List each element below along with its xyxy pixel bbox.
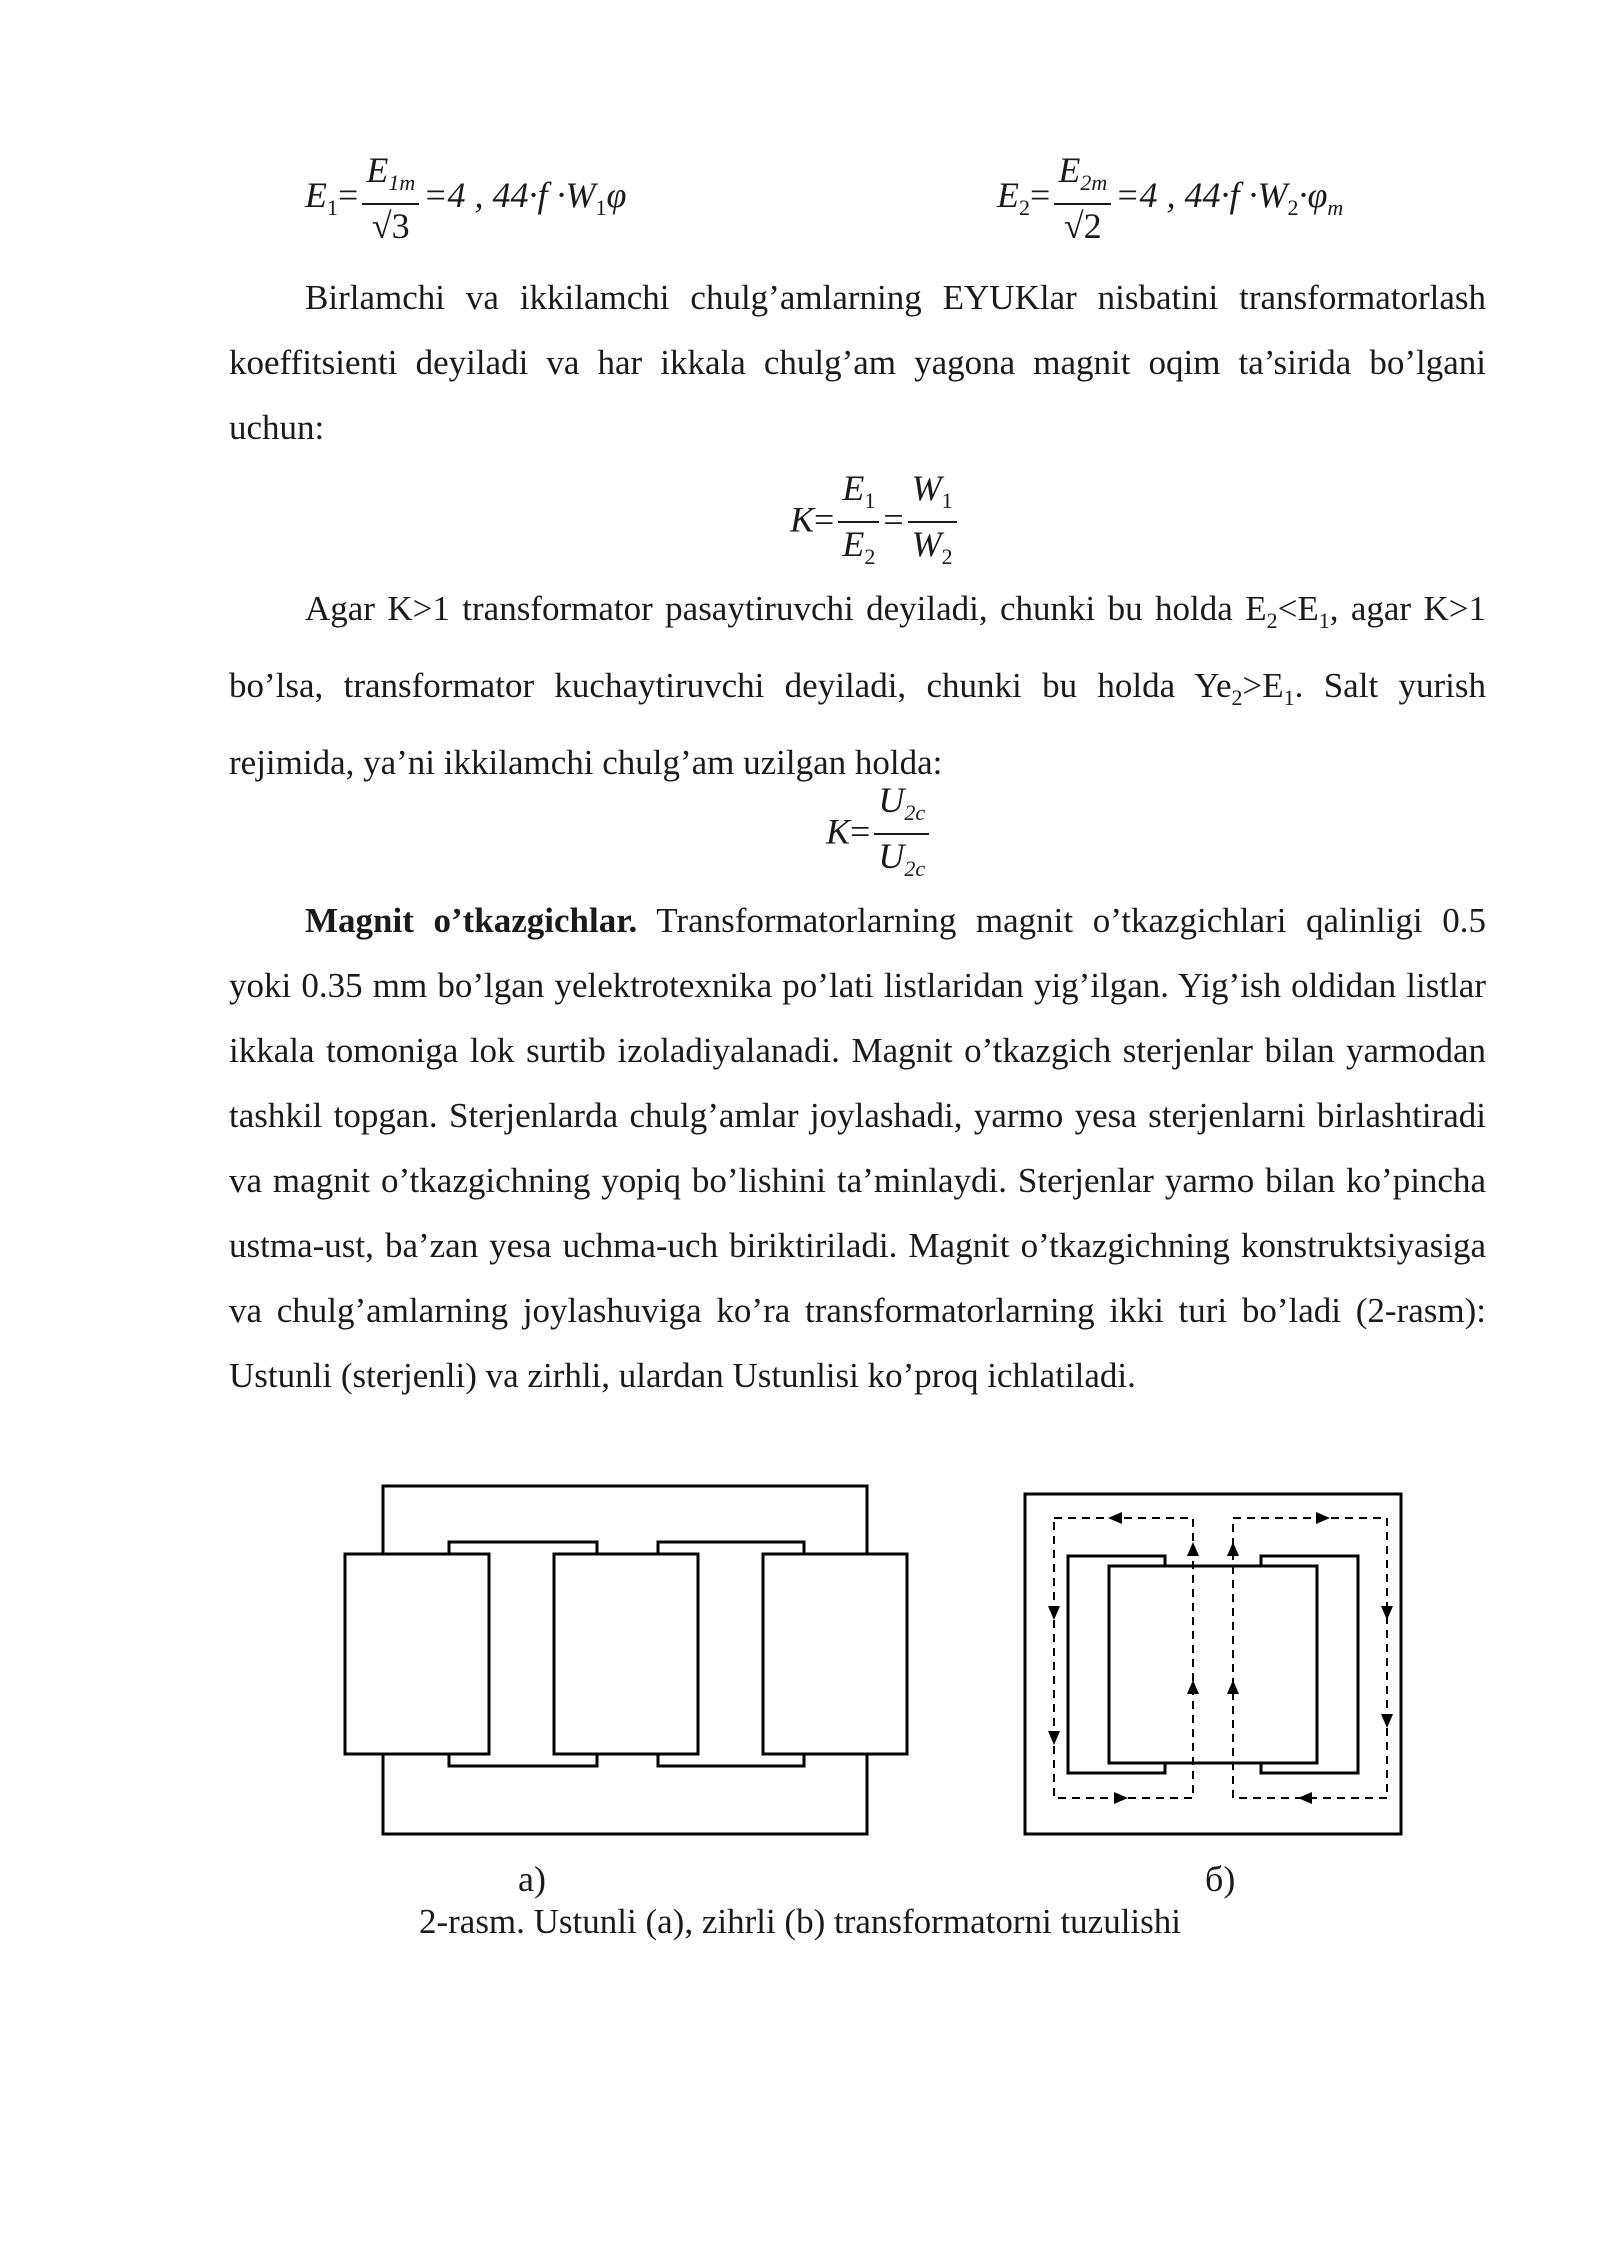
figure-caption: 2-rasm. Ustunli (a), zihrli (b) transformatorni tuzulishi (418, 1902, 1182, 1941)
eq1-rhs-end: φ (606, 174, 627, 215)
arrow-top-left (1108, 1512, 1122, 1524)
winding-right (763, 1554, 907, 1754)
eq3-lhs: K (790, 499, 815, 540)
eq4-num: U (878, 780, 905, 820)
equation-k-salt: K= $\frac{U_{2c}}{U_{2c}}$ (826, 780, 933, 890)
eq2-num-sub: 2m (1080, 170, 1108, 195)
eq1-num: E (366, 150, 389, 190)
arrow-left-down-2 (1048, 1731, 1060, 1745)
equation-e1: $E_1=$ $\frac{E_{1m}}{√3}$ =4 , $44\cdot f \cdot W_1\varphi$ (305, 150, 627, 246)
eq3-num2: W (911, 468, 942, 508)
eq2-rhs-end: ·φ (1298, 174, 1328, 215)
para2-text-2: <E (1277, 589, 1319, 628)
arrow-left-down (1048, 1606, 1060, 1620)
arrow-right-down-2 (1381, 1714, 1393, 1728)
eq1-lhs-sub: 1 (327, 194, 338, 220)
para2-sub-3: 2 (1231, 685, 1243, 710)
eq1-num-sub: 1m (388, 170, 416, 195)
equation-e2: $E_2=$ $\frac{E_{2m}}{√2}$ =4 , $44\cdot f \cdot W_2\cdot\varphi_m$ (997, 150, 1344, 246)
eq4-den: U (878, 836, 905, 876)
arrow-bottom-left (1114, 1792, 1128, 1804)
eq1-rhs: =4 , 44·f ·W (423, 174, 596, 215)
winding-middle (554, 1554, 698, 1754)
eq4-lhs: K (826, 811, 851, 852)
eq2-num: E (1058, 150, 1081, 190)
eq1-lhs: E (305, 174, 327, 215)
para2-sub-2: 1 (1318, 608, 1330, 633)
eq3-num1: E (842, 468, 865, 508)
paragraph-1: Birlamchi va ikkilamchi chulg’amlarning EYUKlar nisbatini transformatorlash koeffitsienti deyiladi va har ikkala chulg’am yagona magnit oqim ta’sirida bo’lgani uchun: (229, 278, 1486, 447)
arrow-bottom-right (1298, 1792, 1312, 1804)
eq2-rhs-sub: 2 (1287, 194, 1299, 220)
figure-label-b: б) (1205, 1859, 1236, 1899)
eq1-den: √3 (371, 206, 410, 246)
para2-text-5: . Salt yurish rejimida, ya’ni ikkilamchi chulg’am uzilgan holda: (229, 666, 1486, 782)
winding-left (345, 1554, 489, 1754)
arrow-center-up-2 (1227, 1542, 1239, 1556)
para2-sub-4: 1 (1283, 685, 1295, 710)
core-type-diagram (345, 1486, 907, 1834)
para3-text: Transformatorlarning magnit o’tkazgichlari qalinligi 0.5 yoki 0.35 mm bo’lgan yelektrotexnika po’lati listlaridan yig’ilgan. Yig’ish oldidan listlar ikkala tomoniga lok surtib izoladiyalanadi. Magnit o’tkazgich sterjenlar bilan yarmodan tashkil topgan. Sterjenlarda chulg’amlar joylashadi, yarmo yesa sterjenlarni birlashtiradi va magnit o’tkazgichning yopiq bo’lishini ta’minlaydi. Sterjenlar yarmo bilan ko’pincha ustma-ust, ba’zan yesa uchma-uch biriktiriladi. Magnit o’tkazgichning konstruktsiyasiga va chulg’amlarning joylashuviga ko’ra transformatorlarning ikki turi bo’ladi (2-rasm): Ustunli (sterjenli) va zirhli, ulardan Ustunlisi ko’proq ichlatiladi. (229, 901, 1486, 1395)
eq4-den-sub: 2c (904, 856, 926, 881)
eq2-rhs: =4 , 44·f ·W (1115, 174, 1288, 215)
arrow-center-up-1 (1187, 1542, 1199, 1556)
eq2-den: √2 (1063, 206, 1102, 246)
eq2-lhs: E (997, 174, 1019, 215)
eq2-lhs-sub: 2 (1019, 194, 1030, 220)
shell-winding (1109, 1566, 1317, 1763)
eq3-den2: W (911, 524, 942, 564)
shell-type-diagram (1025, 1494, 1401, 1834)
eq2-rhs-end-sub: m (1327, 194, 1344, 220)
para2-sub-1: 2 (1266, 608, 1278, 633)
figure-label-a: а) (518, 1859, 546, 1899)
arrow-right-down (1381, 1606, 1393, 1620)
eq3-num1-sub: 1 (864, 488, 876, 513)
eq3-den1-sub: 2 (864, 544, 876, 569)
equation-k: K= $\frac{E_1}{E_2}$ = $\frac{W_1}{W_2}$ (790, 468, 961, 578)
eq1-rhs-sub: 1 (595, 194, 607, 220)
arrow-top-right (1316, 1512, 1330, 1524)
eq3-num2-sub: 1 (941, 488, 953, 513)
para2-text-3: , agar K>1 bo’lsa, transformator kuchaytiruvchi deyiladi, chunki bu holda Ye (229, 589, 1487, 705)
para2-text-1: Agar K>1 transformator pasaytiruvchi deyiladi, chunki bu holda E (305, 589, 1267, 628)
eq3-den2-sub: 2 (941, 544, 953, 569)
eq3-den1: E (842, 524, 865, 564)
eq4-num-sub: 2c (904, 800, 926, 825)
para2-text-4: >E (1242, 666, 1284, 705)
section-heading: Magnit o’tkazgichlar. (305, 901, 638, 940)
